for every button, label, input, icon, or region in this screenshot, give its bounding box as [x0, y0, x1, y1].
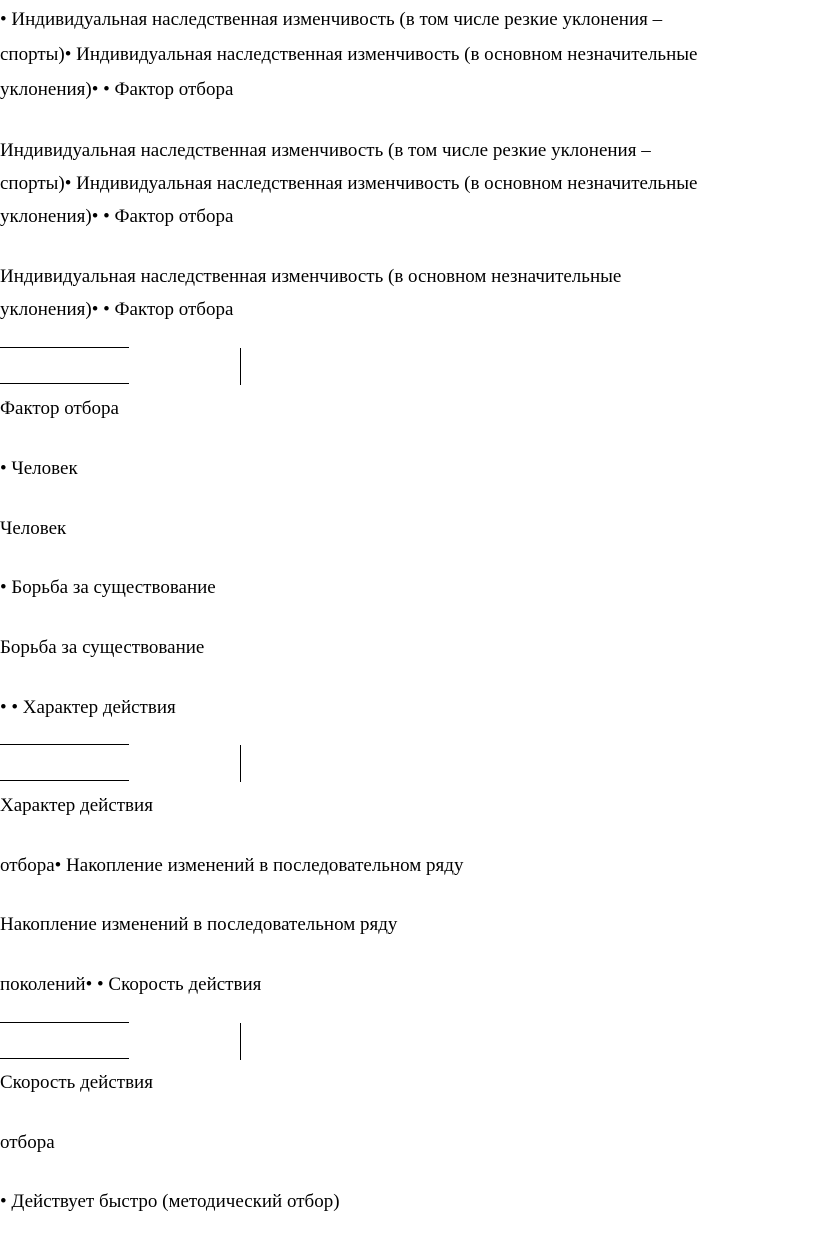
text-line-20: отбора	[0, 1132, 55, 1153]
text-line-13: Борьба за существование	[0, 637, 205, 658]
text-line-5: спорты)• Индивидуальная наследственная изменчивость (в основном незначительные	[0, 173, 698, 194]
text-line-6: уклонения)• • Фактор отбора	[0, 206, 234, 227]
vertical-rule	[240, 1023, 241, 1060]
text-line-12: • Борьба за существование	[0, 577, 216, 598]
text-line-1: • Индивидуальная наследственная изменчивость (в том числе резкие уклонения –	[0, 9, 663, 30]
text-line-4: Индивидуальная наследственная изменчивость (в том числе резкие уклонения –	[0, 140, 651, 161]
text-line-7: Индивидуальная наследственная изменчивость (в основном незначительные	[0, 266, 622, 287]
text-line-9: Фактор отбора	[0, 398, 119, 419]
text-line-17: Накопление изменений в последовательном ряду	[0, 914, 398, 935]
underline-rule	[0, 1022, 129, 1023]
text-line-15: Характер действия	[0, 795, 153, 816]
text-line-16: отбора• Накопление изменений в последовательном ряду	[0, 855, 464, 876]
text-line-3: уклонения)• • Фактор отбора	[0, 79, 234, 100]
vertical-rule	[240, 745, 241, 782]
text-line-14: • • Характер действия	[0, 697, 176, 718]
underline-rule	[0, 347, 129, 348]
text-line-8: уклонения)• • Фактор отбора	[0, 299, 234, 320]
text-line-19: Скорость действия	[0, 1072, 153, 1093]
text-line-10: • Человек	[0, 458, 78, 479]
underline-rule	[0, 1058, 129, 1059]
underline-rule	[0, 383, 129, 384]
underline-rule	[0, 744, 129, 745]
text-line-2: спорты)• Индивидуальная наследственная изменчивость (в основном незначительные	[0, 44, 698, 65]
underline-rule	[0, 780, 129, 781]
vertical-rule	[240, 348, 241, 385]
text-line-21: • Действует быстро (методический отбор)	[0, 1191, 340, 1212]
text-line-18: поколений• • Скорость действия	[0, 974, 262, 995]
text-line-11: Человек	[0, 518, 67, 539]
